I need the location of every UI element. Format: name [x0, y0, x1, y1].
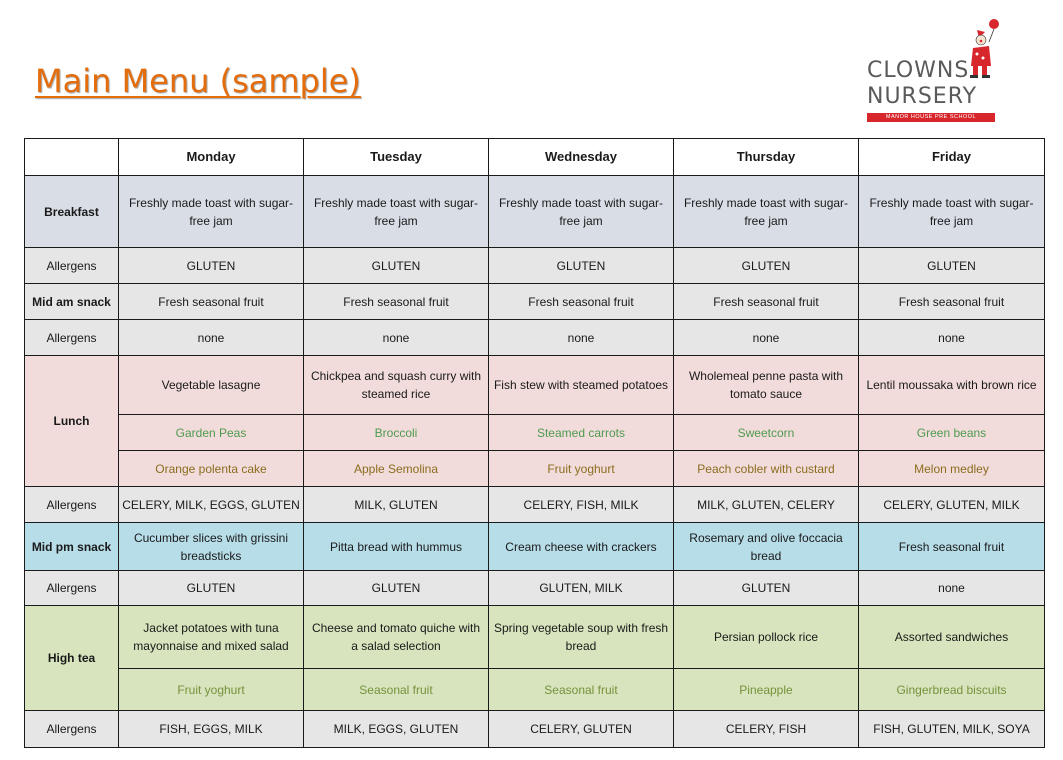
- allergen-cell: GLUTEN: [119, 571, 304, 606]
- allergen-cell: none: [304, 320, 489, 356]
- menu-cell: Peach cobler with custard: [674, 451, 859, 487]
- menu-cell: Steamed carrots: [489, 415, 674, 451]
- row-label-high-tea: High tea: [25, 606, 119, 711]
- menu-cell: Rosemary and olive foccacia bread: [674, 523, 859, 571]
- menu-cell: Cream cheese with crackers: [489, 523, 674, 571]
- page-title: Main Menu (sample): [35, 62, 361, 100]
- day-header: Monday: [119, 139, 304, 176]
- clowns-nursery-logo: [865, 18, 1000, 124]
- allergen-cell: MILK, EGGS, GLUTEN: [304, 711, 489, 748]
- allergen-cell: CELERY, MILK, EGGS, GLUTEN: [119, 487, 304, 523]
- menu-cell: Sweetcorn: [674, 415, 859, 451]
- allergen-cell: GLUTEN: [304, 248, 489, 284]
- menu-cell: Apple Semolina: [304, 451, 489, 487]
- menu-cell: Fresh seasonal fruit: [304, 284, 489, 320]
- row-label-mid-am-snack: Mid am snack: [25, 284, 119, 320]
- clown-icon: [967, 18, 1001, 80]
- row-label-allergens: Allergens: [25, 320, 119, 356]
- menu-cell: Fish stew with steamed potatoes: [489, 356, 674, 415]
- day-header: Wednesday: [489, 139, 674, 176]
- menu-cell: Fresh seasonal fruit: [674, 284, 859, 320]
- menu-cell: Seasonal fruit: [489, 669, 674, 711]
- menu-table: [24, 138, 1045, 748]
- menu-cell: Jacket potatoes with tuna mayonnaise and mixed salad: [119, 606, 304, 669]
- allergen-cell: FISH, GLUTEN, MILK, SOYA: [859, 711, 1045, 748]
- menu-cell: Pitta bread with hummus: [304, 523, 489, 571]
- menu-cell: Fresh seasonal fruit: [859, 523, 1045, 571]
- menu-cell: Pineapple: [674, 669, 859, 711]
- allergens-row: [25, 320, 1045, 356]
- day-header: Thursday: [674, 139, 859, 176]
- allergen-cell: CELERY, FISH, MILK: [489, 487, 674, 523]
- allergens-row: [25, 487, 1045, 523]
- mid-pm-snack-row: [25, 523, 1045, 571]
- allergens-row: [25, 711, 1045, 748]
- high-tea-dessert-row: [25, 669, 1045, 711]
- menu-cell: Freshly made toast with sugar-free jam: [489, 176, 674, 248]
- row-label-allergens: Allergens: [25, 571, 119, 606]
- menu-cell: Spring vegetable soup with fresh bread: [489, 606, 674, 669]
- allergens-row: [25, 248, 1045, 284]
- menu-cell: Cucumber slices with grissini breadsticks: [119, 523, 304, 571]
- allergen-cell: GLUTEN: [859, 248, 1045, 284]
- row-label-mid-pm-snack: Mid pm snack: [25, 523, 119, 571]
- corner-cell: [25, 139, 119, 176]
- menu-cell: Wholemeal penne pasta with tomato sauce: [674, 356, 859, 415]
- allergen-cell: GLUTEN: [304, 571, 489, 606]
- menu-cell: Vegetable lasagne: [119, 356, 304, 415]
- row-label-breakfast: Breakfast: [25, 176, 119, 248]
- menu-cell: Orange polenta cake: [119, 451, 304, 487]
- logo-line1: CLOWNS: [867, 58, 970, 83]
- menu-cell: Garden Peas: [119, 415, 304, 451]
- menu-cell: Gingerbread biscuits: [859, 669, 1045, 711]
- allergen-cell: GLUTEN: [674, 248, 859, 284]
- menu-cell: Persian pollock rice: [674, 606, 859, 669]
- breakfast-row: [25, 176, 1045, 248]
- menu-cell: Freshly made toast with sugar-free jam: [674, 176, 859, 248]
- high-tea-main-row: [25, 606, 1045, 669]
- menu-cell: Assorted sandwiches: [859, 606, 1045, 669]
- allergen-cell: GLUTEN: [119, 248, 304, 284]
- allergen-cell: GLUTEN: [674, 571, 859, 606]
- menu-cell: Chickpea and squash curry with steamed rice: [304, 356, 489, 415]
- allergen-cell: CELERY, FISH: [674, 711, 859, 748]
- menu-cell: Fresh seasonal fruit: [859, 284, 1045, 320]
- logo-line2: NURSERY: [867, 84, 978, 109]
- menu-cell: Freshly made toast with sugar-free jam: [859, 176, 1045, 248]
- lunch-veg-row: [25, 415, 1045, 451]
- row-label-allergens: Allergens: [25, 711, 119, 748]
- menu-cell: Broccoli: [304, 415, 489, 451]
- logo-tagline: MANOR HOUSE PRE SCHOOL: [867, 113, 995, 122]
- allergen-cell: GLUTEN: [489, 248, 674, 284]
- allergen-cell: GLUTEN, MILK: [489, 571, 674, 606]
- menu-cell: Green beans: [859, 415, 1045, 451]
- allergen-cell: none: [489, 320, 674, 356]
- lunch-dessert-row: [25, 451, 1045, 487]
- menu-cell: Melon medley: [859, 451, 1045, 487]
- menu-cell: Freshly made toast with sugar-free jam: [119, 176, 304, 248]
- allergen-cell: none: [119, 320, 304, 356]
- menu-cell: Freshly made toast with sugar-free jam: [304, 176, 489, 248]
- menu-cell: Fresh seasonal fruit: [119, 284, 304, 320]
- header-row: [25, 139, 1045, 176]
- menu-cell: Lentil moussaka with brown rice: [859, 356, 1045, 415]
- mid-am-snack-row: [25, 284, 1045, 320]
- row-label-allergens: Allergens: [25, 248, 119, 284]
- day-header: Friday: [859, 139, 1045, 176]
- lunch-main-row: [25, 356, 1045, 415]
- allergen-cell: MILK, GLUTEN: [304, 487, 489, 523]
- menu-cell: Seasonal fruit: [304, 669, 489, 711]
- menu-cell: Fresh seasonal fruit: [489, 284, 674, 320]
- menu-cell: Fruit yoghurt: [119, 669, 304, 711]
- row-label-lunch: Lunch: [25, 356, 119, 487]
- day-header: Tuesday: [304, 139, 489, 176]
- allergen-cell: MILK, GLUTEN, CELERY: [674, 487, 859, 523]
- allergen-cell: none: [859, 571, 1045, 606]
- allergen-cell: none: [859, 320, 1045, 356]
- allergen-cell: CELERY, GLUTEN, MILK: [859, 487, 1045, 523]
- allergen-cell: FISH, EGGS, MILK: [119, 711, 304, 748]
- row-label-allergens: Allergens: [25, 487, 119, 523]
- menu-cell: Cheese and tomato quiche with a salad selection: [304, 606, 489, 669]
- menu-cell: Fruit yoghurt: [489, 451, 674, 487]
- allergens-row: [25, 571, 1045, 606]
- allergen-cell: none: [674, 320, 859, 356]
- allergen-cell: CELERY, GLUTEN: [489, 711, 674, 748]
